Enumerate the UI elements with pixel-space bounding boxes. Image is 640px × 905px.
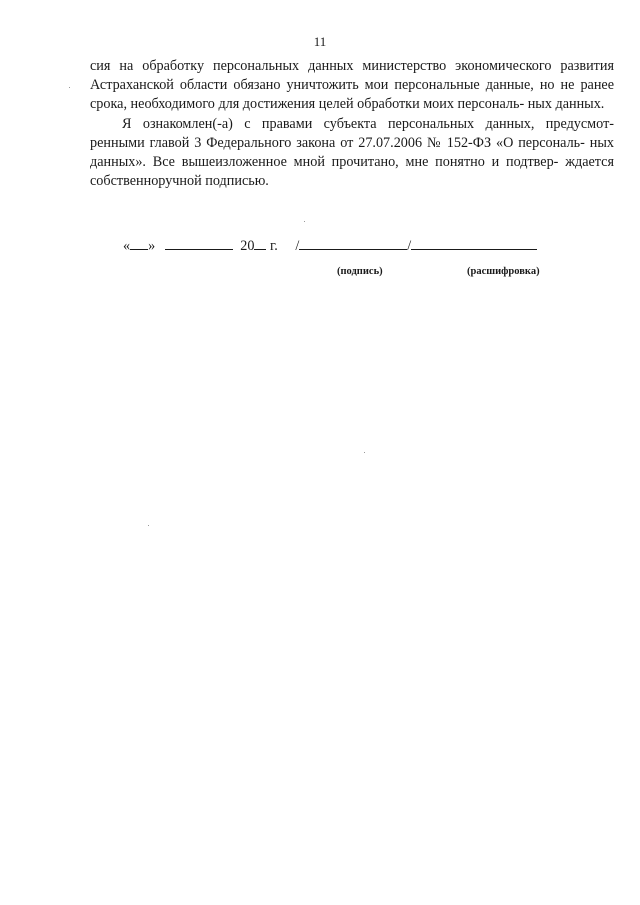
- signature-blank[interactable]: [299, 236, 407, 250]
- year-suffix: г.: [270, 238, 278, 254]
- year-blank[interactable]: [254, 236, 266, 250]
- document-body: [90, 57, 614, 191]
- scan-speck: [69, 87, 70, 88]
- scan-speck: [304, 221, 305, 222]
- caption-signature: (подпись): [337, 266, 383, 277]
- transcript-blank[interactable]: [411, 236, 537, 250]
- paragraph-continuation: [90, 57, 614, 115]
- caption-transcript: (расшифровка): [467, 266, 540, 277]
- text-line: ных данных.: [527, 96, 605, 113]
- paragraph-acknowledgement: [90, 115, 614, 192]
- page-number: 11: [313, 34, 327, 49]
- day-blank[interactable]: [130, 236, 148, 250]
- text-line: ренными главой 3 Федерального закона от 27.07.2006 № 152-ФЗ «О персональ-: [90, 134, 585, 151]
- scan-speck: [148, 525, 149, 526]
- open-quote: «: [123, 238, 131, 254]
- text-line: Я ознакомлен(-а) с правами субъекта персональных данных, предусмот-: [122, 115, 614, 132]
- text-line: сия на обработку персональных данных министерство экономического развития: [90, 58, 614, 74]
- scan-speck: [364, 452, 365, 453]
- month-blank[interactable]: [165, 236, 233, 250]
- text-line: ждается собственноручной подписью.: [90, 154, 614, 190]
- text-line: ных данных». Все вышеизложенное мной прочитано, мне понятно и подтвер-: [90, 134, 614, 171]
- year-prefix: 20: [240, 238, 255, 254]
- slash-right: /: [407, 238, 412, 254]
- signature-line: [123, 236, 563, 255]
- close-quote: »: [148, 238, 156, 254]
- text-line: ранее срока, необходимого для достижения целей обработки моих персональ-: [90, 77, 615, 113]
- slash-left: /: [295, 238, 300, 254]
- text-line: Астраханской области обязано уничтожить мои персональные данные, но не: [90, 77, 575, 94]
